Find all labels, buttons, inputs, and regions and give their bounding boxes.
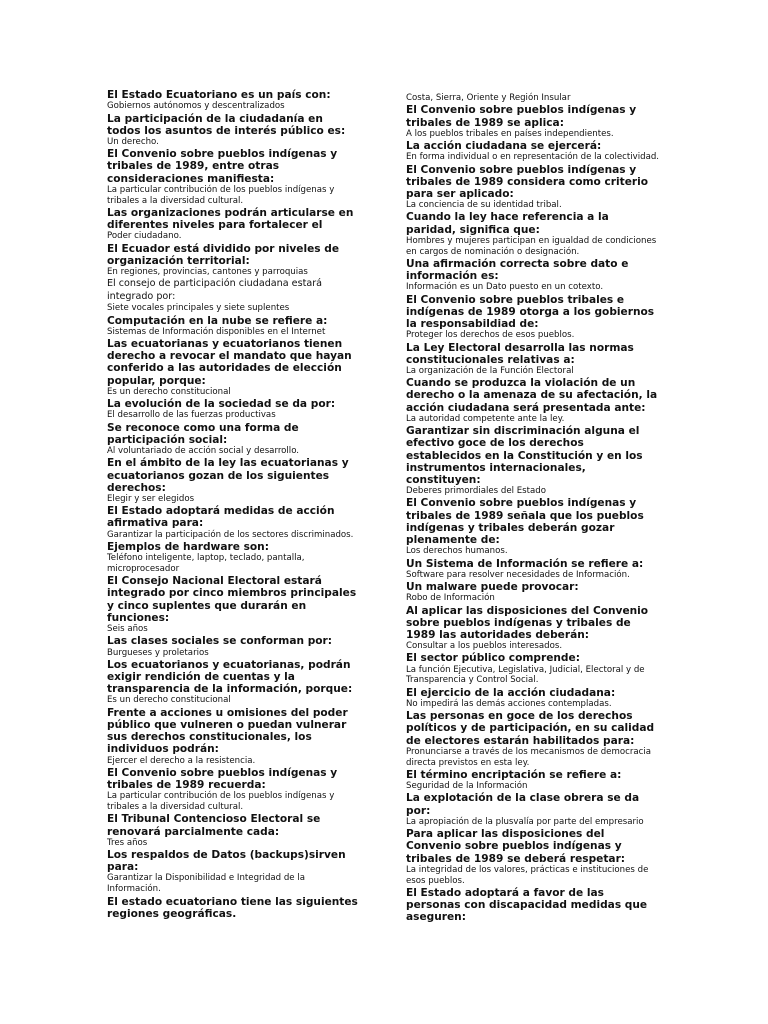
answer-text: Software para resolver necesidades de Información. [406, 569, 630, 580]
answer-text: No impedirá las demás acciones contempladas. [406, 698, 612, 709]
question-text: Ejemplos de hardware son: [107, 540, 269, 553]
question-text: Cuando la ley hace referencia a la paridad, significa que: [406, 211, 609, 236]
question-text: Las organizaciones podrán articularse en diferentes niveles para fortalecer el [107, 206, 354, 232]
answer-text: Robo de Información [406, 593, 495, 604]
question-text: El Estado adoptará a favor de las personas con discapacidad medidas que aseguren: [406, 886, 648, 924]
answer-text: El desarrollo de las fuerzas productivas [107, 410, 276, 421]
question-text: El Convenio sobre pueblos indígenas y tribales de 1989 considera como criterio para ser aplicado: [406, 163, 649, 200]
question-text: Un Sistema de Información se refiere a: [406, 557, 644, 570]
answer-text: Un derecho. [107, 136, 159, 147]
question-text: Se reconoce como una forma de participación social: [107, 421, 299, 446]
question-text: El Estado adoptará medidas de acción afirmativa para: [107, 505, 335, 530]
question-text: La acción ciudadana se ejercerá: [406, 140, 602, 152]
answer-text: La función Ejecutiva, Legislativa, Judicial, Electoral y de Transparencia y Control Social. [406, 664, 645, 686]
answer-text: La integridad de los valores, prácticas e instituciones de esos pueblos. [406, 864, 649, 886]
answer-text: Seguridad de la Información [406, 781, 528, 792]
left-column [107, 0, 359, 920]
answer-text: Burgueses y proletarios [107, 647, 209, 658]
answer-text: Seis años [107, 624, 148, 635]
question-text: Los ecuatorianos y ecuatorianas, podrán exigir rendición de cuentas y la transparencia de la información, porque: [107, 658, 353, 696]
question-text: El Ecuador está dividido por niveles de organización territorial: [107, 242, 340, 267]
answer-text: El consejo de participación ciudadana estará integrado por: [107, 278, 323, 302]
question-text: La participación de la ciudadanía en todos los asuntos de interés público es: [107, 112, 346, 137]
answer-text: Los derechos humanos. [406, 546, 508, 557]
answer-text: La conciencia de su identidad tribal. [406, 200, 562, 211]
answer-text: Es un derecho constitucional [107, 695, 231, 706]
answer-text: Gobiernos autónomos y descentralizados [107, 101, 285, 112]
answer-text: La organización de la Función Electoral [406, 365, 574, 376]
answer-text: Pronunciarse a través de los mecanismos de democracia directa previstos en esta ley. [406, 746, 652, 768]
answer-text: La apropiación de la plusvalía por parte del empresario [406, 816, 644, 827]
question-text: El sector público comprende: [406, 652, 580, 665]
answer-text: En forma individual o en representación de la colectividad. [406, 152, 660, 163]
question-text: El Convenio sobre pueblos indígenas y tribales de 1989 se aplica: [406, 104, 637, 129]
answer-text: Deberes primordiales del Estado [406, 486, 546, 497]
question-text: Un malware puede provocar: [406, 581, 579, 594]
answer-text: Hombres y mujeres participan en igualdad de condiciones en cargos de nominación o designación. [406, 235, 657, 257]
question-text: El Estado Ecuatoriano es un país con: [107, 89, 331, 101]
question-text: El Convenio sobre pueblos indígenas y tribales de 1989, entre otras consideraciones manifiesta: [107, 148, 338, 185]
question-text: La explotación de la clase obrera se da por: [406, 792, 640, 817]
question-text: El ejercicio de la acción ciudadana: [406, 686, 616, 699]
answer-text: Tres años [107, 837, 148, 848]
question-text: Garantizar sin discriminación alguna el efectivo goce de los derechos establecidos en la Constitución y en los instrumentos internacionales, constituyen: [406, 425, 643, 486]
question-text: Las clases sociales se conforman por: [107, 635, 333, 648]
question-text: Las ecuatorianas y ecuatorianos tienen derecho a revocar el mandato que hayan conferido a las autoridades de elección popular, porque: [107, 338, 352, 387]
question-text: Frente a acciones u omisiones del poder público que vulneren o puedan vulnerar sus derechos constitucionales, los individuos podrán: [107, 706, 348, 756]
answer-text: La particular contribución de los pueblos indígenas y tribales a la diversidad cultural. [107, 184, 335, 206]
question-text: La Ley Electoral desarrolla las normas constitucionales relativas a: [406, 341, 634, 366]
question-text: Los respaldos de Datos (backups)sirven para: [107, 849, 346, 874]
answer-text: Teléfono inteligente, laptop, teclado, pantalla, microprocesador [107, 553, 305, 574]
answer-text: Ejercer el derecho a la resistencia. [107, 755, 256, 766]
question-text: Computación en la nube se refiere a: [107, 314, 328, 327]
answer-text: Garantizar la participación de los sectores discriminados. [107, 529, 354, 540]
question-text: Para aplicar las disposiciones del Convenio sobre pueblos indígenas y tribales de 1989 se deberá respetar: [406, 828, 626, 865]
answer-text: La autoridad competente ante la ley. [406, 413, 565, 424]
question-text: En el ámbito de la ley las ecuatorianas y ecuatorianos gozan de los siguientes derechos: [107, 457, 349, 494]
answer-text: Poder ciudadano. [107, 231, 182, 242]
answer-text: Elegir y ser elegidos [107, 493, 195, 504]
question-text: La evolución de la sociedad se da por: [107, 398, 336, 411]
answer-text: Al voluntariado de acción social y desarrollo. [107, 446, 300, 457]
question-text: El Convenio sobre pueblos indígenas y tribales de 1989 recuerda: [107, 766, 338, 792]
answer-text: Proteger los derechos de esos pueblos. [406, 330, 575, 341]
answer-text: Siete vocales principales y siete suplentes [107, 303, 290, 314]
question-text: Las personas en goce de los derechos políticos y de participación, en su calidad de electores estarán habilitados para: [406, 710, 655, 747]
question-text: Una afirmación correcta sobre dato e información es: [406, 257, 629, 283]
answer-text: Consultar a los pueblos interesados. [406, 641, 563, 652]
answer-text: A los pueblos tribales en países independientes. [406, 128, 614, 139]
question-text: El término encriptación se refiere a: [406, 768, 622, 781]
right-column [406, 0, 660, 923]
answer-text: Información es un Dato puesto en un cotexto. [406, 282, 604, 293]
question-text: El estado ecuatoriano tiene las siguientes regiones geográficas. [107, 895, 358, 920]
question-text: El Consejo Nacional Electoral estará integrado por cinco miembros principales y cinco suplentes que durarán en funciones: [107, 575, 357, 624]
question-text: Al aplicar las disposiciones del Convenio sobre pueblos indígenas y tribales de 1989 las autoridades deberán: [406, 604, 649, 641]
question-text: El Tribunal Contencioso Electoral se renovará parcialmente cada: [107, 813, 321, 838]
answer-text: En regiones, provincias, cantones y parroquias [107, 267, 308, 278]
question-text: El Convenio sobre pueblos indígenas y tribales de 1989 señala que los pueblos indígenas y tribales deberán gozar plenamente de: [406, 497, 644, 547]
question-text: Cuando se produzca la violación de un derecho o la amenaza de su afectación, la acción ciudadana será presentada ante: [406, 377, 658, 414]
answer-text: Sistemas de Información disponibles en el Internet [107, 326, 326, 337]
answer-text: Es un derecho constitucional [107, 386, 231, 397]
answer-text: La particular contribución de los pueblos indígenas y tribales a la diversidad cultural. [107, 791, 335, 813]
answer-text: Costa, Sierra, Oriente y Región Insular [406, 93, 571, 103]
question-text: El Convenio sobre pueblos tribales e indígenas de 1989 otorga a los gobiernos la responsabildiad de: [406, 293, 655, 331]
answer-text: Garantizar la Disponibilidad e Integridad de la Información. [107, 873, 305, 895]
